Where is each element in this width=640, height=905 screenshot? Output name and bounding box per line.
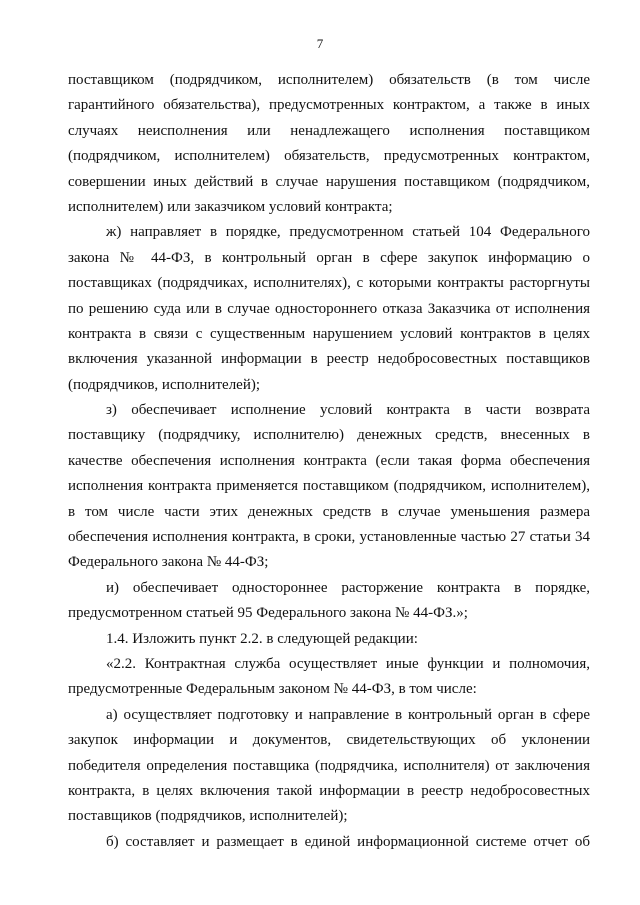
text-line: з) обеспечивает исполнение условий контракта в части возврата — [106, 402, 590, 419]
text-line: контракта, в целях включения такой информации в реестр недобросовестных — [68, 782, 590, 799]
text-line: в том числе части этих денежных средств в случае уменьшения размера — [68, 503, 590, 520]
text-line: поставщиков (подрядчиков, исполнителей); — [68, 808, 348, 825]
text-line: Федерального закона № 44-ФЗ; — [68, 554, 269, 571]
text-line: (подрядчиков, исполнителей); — [68, 376, 261, 393]
text-line: предусмотренном статьей 95 Федерального закона № 44-ФЗ.»; — [68, 605, 468, 622]
text-line: гарантийного обязательства), предусмотренных контрактом, а также в иных — [68, 97, 590, 114]
text-line: победителя определения поставщика (подрядчика, исполнителя) от заключения — [68, 757, 590, 774]
text-line: совершении иных действий в случае нарушения поставщиком (подрядчиком, — [68, 173, 590, 190]
page-number: 7 — [316, 36, 324, 51]
text-line: (подрядчиком, исполнителем) обязательств, предусмотренных контрактом, — [68, 148, 590, 165]
text-line: поставщиком (подрядчиком, исполнителем) обязательств (в том числе — [68, 72, 590, 88]
text-line: 1.4. Изложить пункт 2.2. в следующей редакции: — [106, 630, 418, 647]
text-line: закупок информации и документов, свидетельствующих об уклонении — [68, 732, 590, 749]
text-line: и) обеспечивает одностороннее расторжение контракта в порядке, — [106, 579, 590, 596]
text-line: исполнителем) или заказчиком условий контракта; — [68, 198, 393, 215]
text-line: а) осуществляет подготовку и направление в контрольный орган в сфере — [106, 706, 590, 723]
text-line: обеспечения исполнения контракта, в сроки, установленные частью 27 статьи 34 — [68, 529, 590, 546]
text-line: закона № 44-ФЗ, в контрольный орган в сфере закупок информацию о — [68, 249, 590, 266]
text-line: ж) направляет в порядке, предусмотренном статьей 104 Федерального — [106, 224, 590, 241]
text-line: по решению суда или в случае одностороннего отказа Заказчика от исполнения — [68, 300, 590, 317]
text-line: исполнения контракта применяется поставщиком (подрядчиком, исполнителем), — [68, 478, 590, 495]
document-body — [68, 68, 590, 855]
text-line: поставщиках (подрядчиках, исполнителях), с которыми контракты расторгнуты — [68, 275, 590, 292]
text-line: качестве обеспечения исполнения контракта (если такая форма обеспечения — [68, 452, 590, 469]
text-line: «2.2. Контрактная служба осуществляет иные функции и полномочия, — [106, 655, 590, 672]
text-line: поставщику (подрядчику, исполнителю) денежных средств, внесенных в — [68, 427, 590, 444]
text-line: случаях неисполнения или ненадлежащего исполнения поставщиком — [68, 122, 590, 139]
text-line: включения указанной информации в реестр недобросовестных поставщиков — [68, 351, 590, 368]
text-line: предусмотренные Федеральным законом № 44-ФЗ, в том числе: — [68, 681, 477, 698]
text-line: б) составляет и размещает в единой информационной системе отчет об — [106, 833, 590, 850]
text-line: контракта в связи с существенным нарушением условий контрактов в целях — [68, 325, 590, 342]
